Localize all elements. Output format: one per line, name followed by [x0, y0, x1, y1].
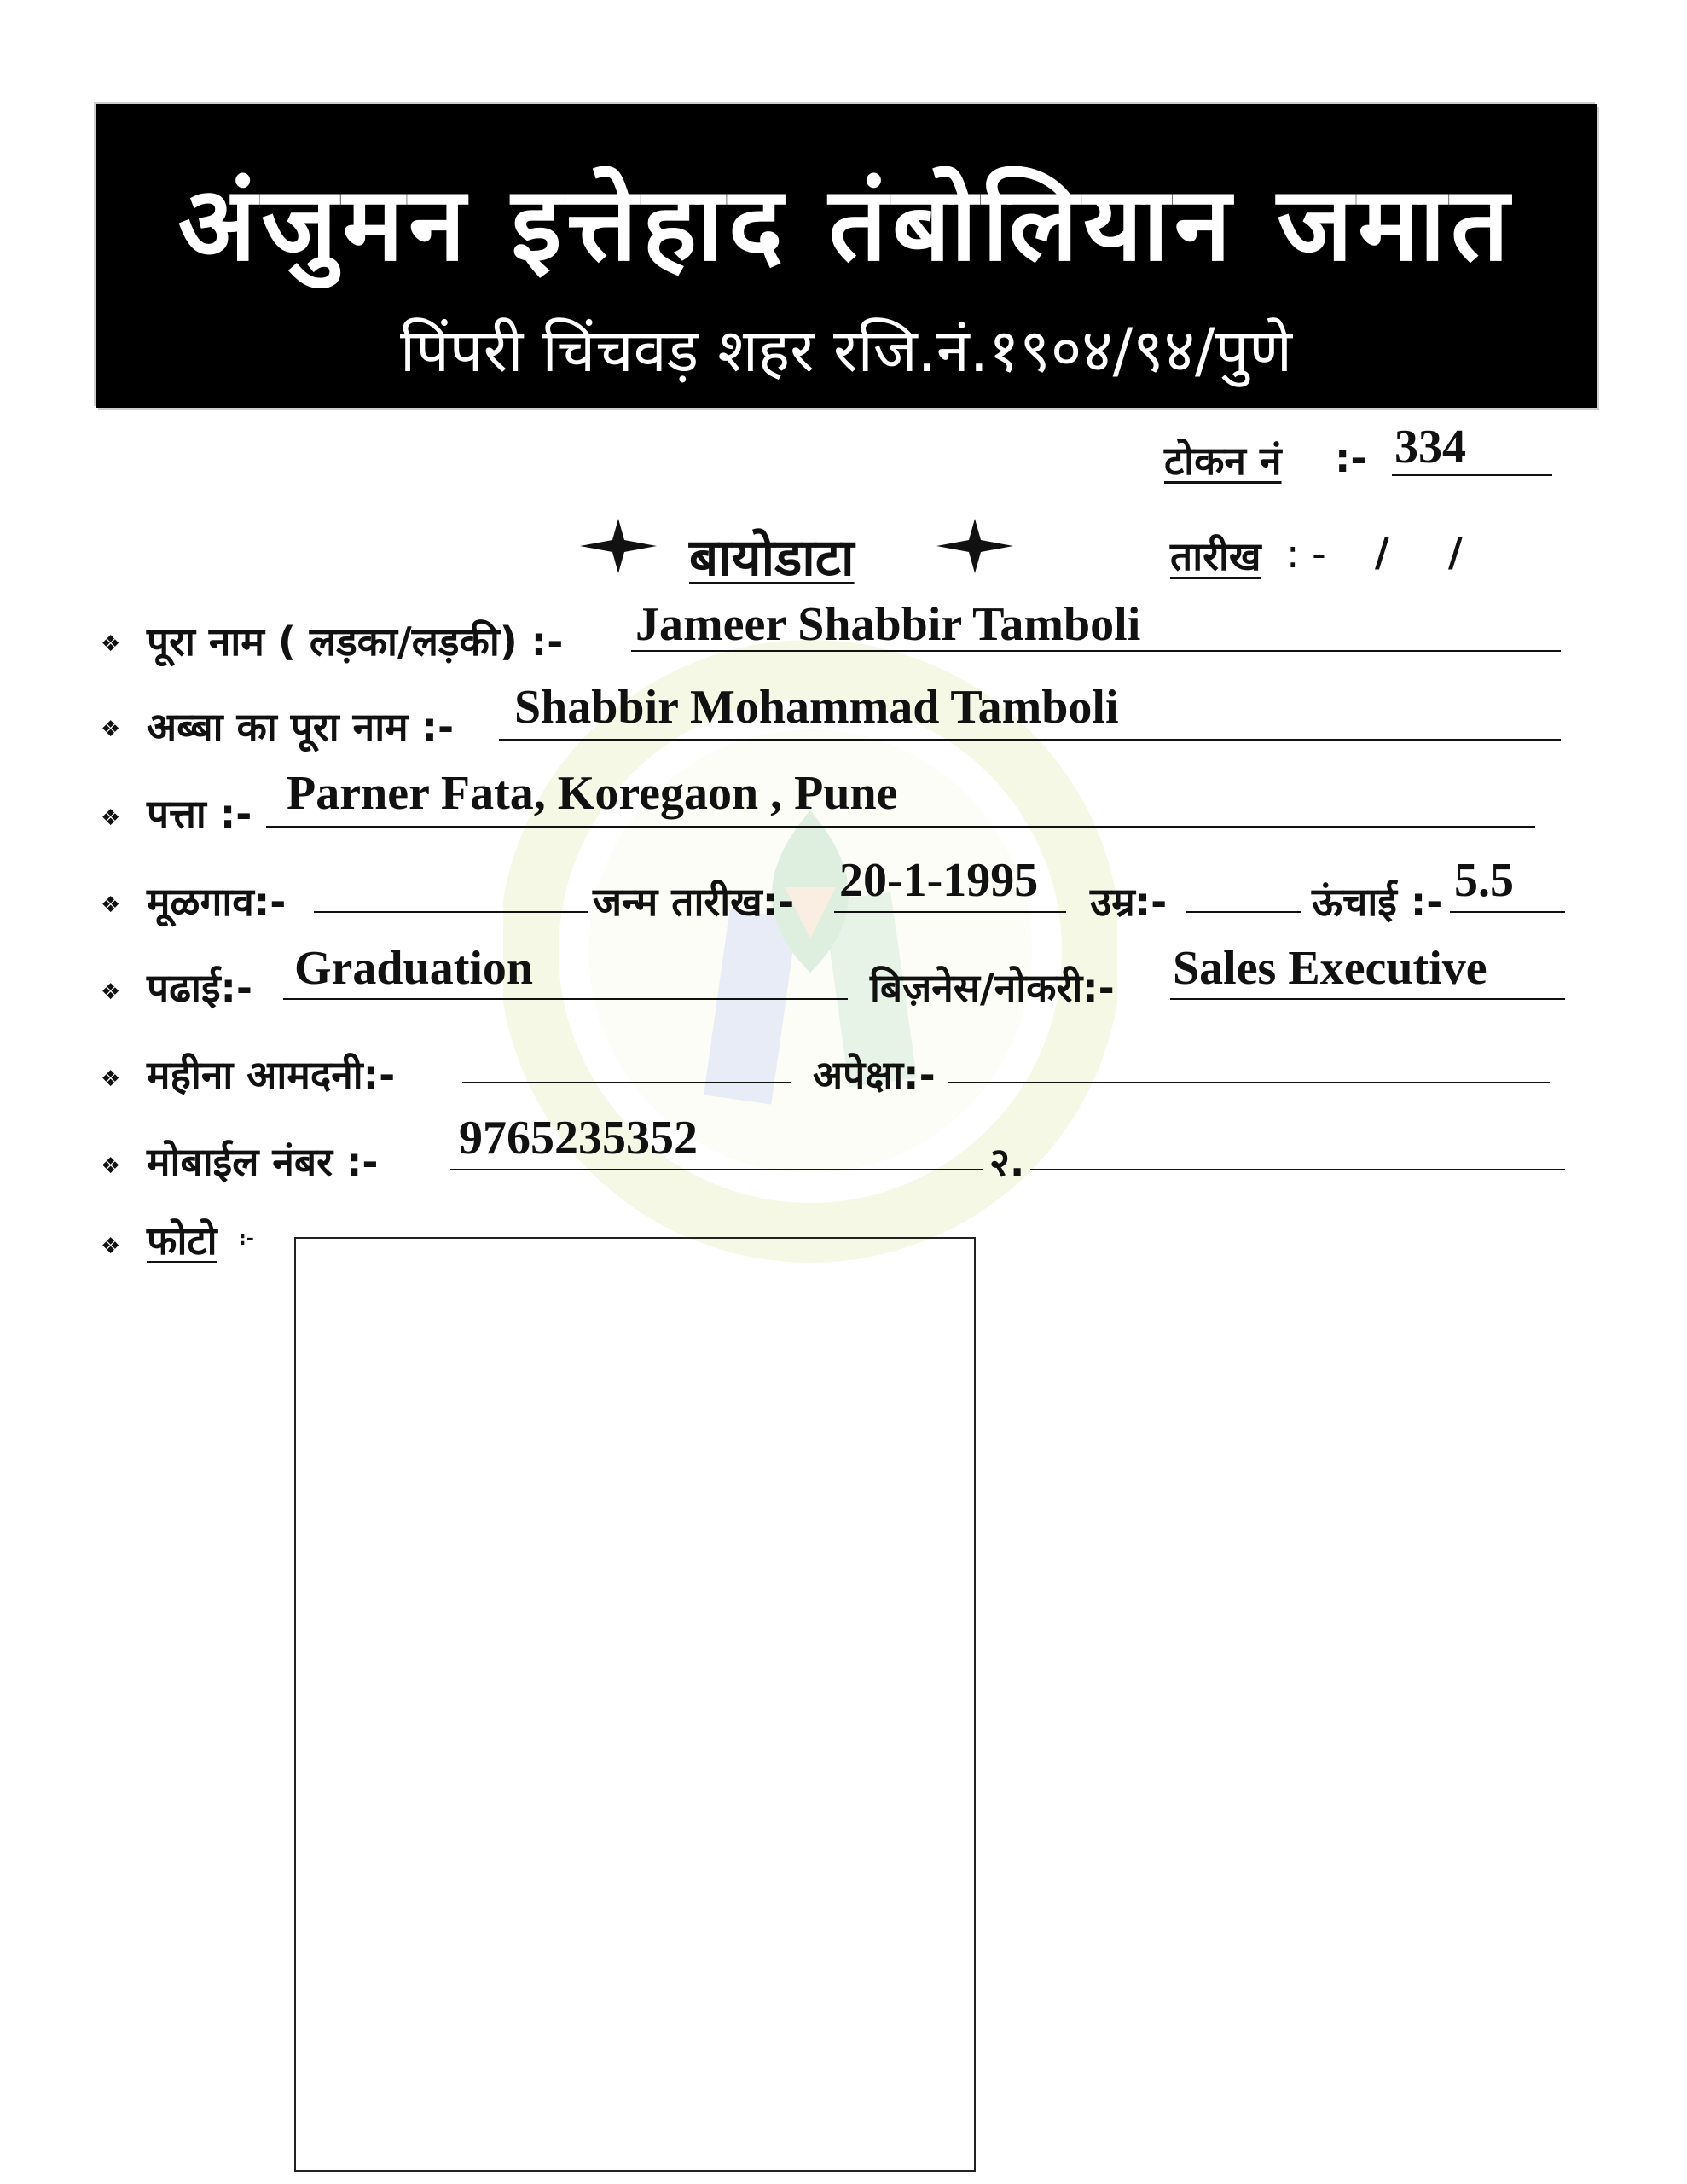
diamond-bullet-icon: ❖ — [101, 717, 121, 742]
token-separator: :- — [1335, 435, 1367, 481]
four-point-star-icon — [580, 519, 657, 573]
business-job-line — [1170, 998, 1565, 1000]
business-job-value: Sales Executive — [1173, 942, 1487, 995]
biodata-heading: बायोडाटा — [689, 528, 855, 588]
mobile-number-2-line — [1030, 1169, 1565, 1170]
name-label: पूरा नाम ( लड़का/लड़की) :- — [147, 619, 564, 665]
date-slash: / — [1375, 529, 1389, 575]
token-label: टोकन नं — [1164, 438, 1282, 484]
mobile-number-label: मोबाईल नंबर :- — [147, 1139, 379, 1185]
token-line — [1392, 474, 1552, 476]
address-label: पत्ता :- — [147, 791, 252, 837]
token-value: 334 — [1394, 421, 1466, 473]
diamond-bullet-icon: ❖ — [101, 1153, 121, 1179]
mobile-number-line — [450, 1169, 983, 1170]
dob-line — [834, 911, 1066, 913]
father-name-label: अब्बा का पूरा नाम :- — [147, 704, 455, 750]
organization-title: अंजुमन इत्तेहाद तंबोलियान जमात — [177, 166, 1515, 284]
photo-separator: :- — [239, 1228, 254, 1250]
father-name-line — [499, 739, 1561, 741]
education-value: Graduation — [294, 942, 534, 995]
monthly-income-line — [462, 1082, 791, 1083]
address-line — [266, 826, 1535, 828]
diamond-bullet-icon: ❖ — [101, 1066, 121, 1092]
age-label: उम्र:- — [1090, 879, 1168, 925]
age-line — [1186, 911, 1301, 913]
education-label: पढाई:- — [147, 965, 253, 1011]
native-village-label: मूळगाव:- — [147, 879, 287, 925]
diamond-bullet-icon: ❖ — [101, 892, 121, 918]
dob-value: 20-1-1995 — [839, 854, 1039, 907]
date-label: तारीख — [1170, 533, 1261, 579]
dob-label: जन्म तारीख:- — [593, 879, 795, 925]
diamond-bullet-icon: ❖ — [101, 979, 121, 1005]
photo-label: फोटो — [147, 1217, 217, 1263]
height-line — [1450, 911, 1565, 913]
height-value: 5.5 — [1454, 854, 1514, 907]
four-point-star-icon — [936, 519, 1013, 573]
header-banner — [96, 104, 1597, 408]
diamond-bullet-icon: ❖ — [101, 805, 121, 831]
education-line — [283, 998, 848, 1000]
name-line — [631, 650, 1561, 652]
registration-subtitle: पिंपरी चिंचवड़ शहर रजि.नं.१९०४/९४/पुणे — [400, 316, 1292, 386]
date-slash: / — [1448, 529, 1463, 575]
diamond-bullet-icon: ❖ — [101, 1234, 121, 1259]
photo-box[interactable] — [294, 1237, 976, 2172]
height-label: ऊंचाई :- — [1312, 879, 1443, 925]
date-separator: : - — [1286, 531, 1326, 577]
diamond-bullet-icon: ❖ — [101, 631, 121, 657]
mobile-number-value: 9765235352 — [459, 1112, 698, 1165]
father-name-value: Shabbir Mohammad Tamboli — [514, 681, 1119, 734]
name-value: Jameer Shabbir Tamboli — [635, 598, 1141, 651]
mobile-number-2-label: २. — [989, 1139, 1025, 1185]
native-village-line — [314, 911, 588, 913]
expectation-label: अपेक्षा:- — [813, 1052, 936, 1098]
monthly-income-label: महीना आमदनी:- — [147, 1052, 396, 1098]
address-value: Parner Fata, Koregaon , Pune — [287, 767, 898, 820]
expectation-line — [948, 1082, 1550, 1083]
business-job-label: बिज़नेस/नोकरी:- — [870, 965, 1115, 1011]
